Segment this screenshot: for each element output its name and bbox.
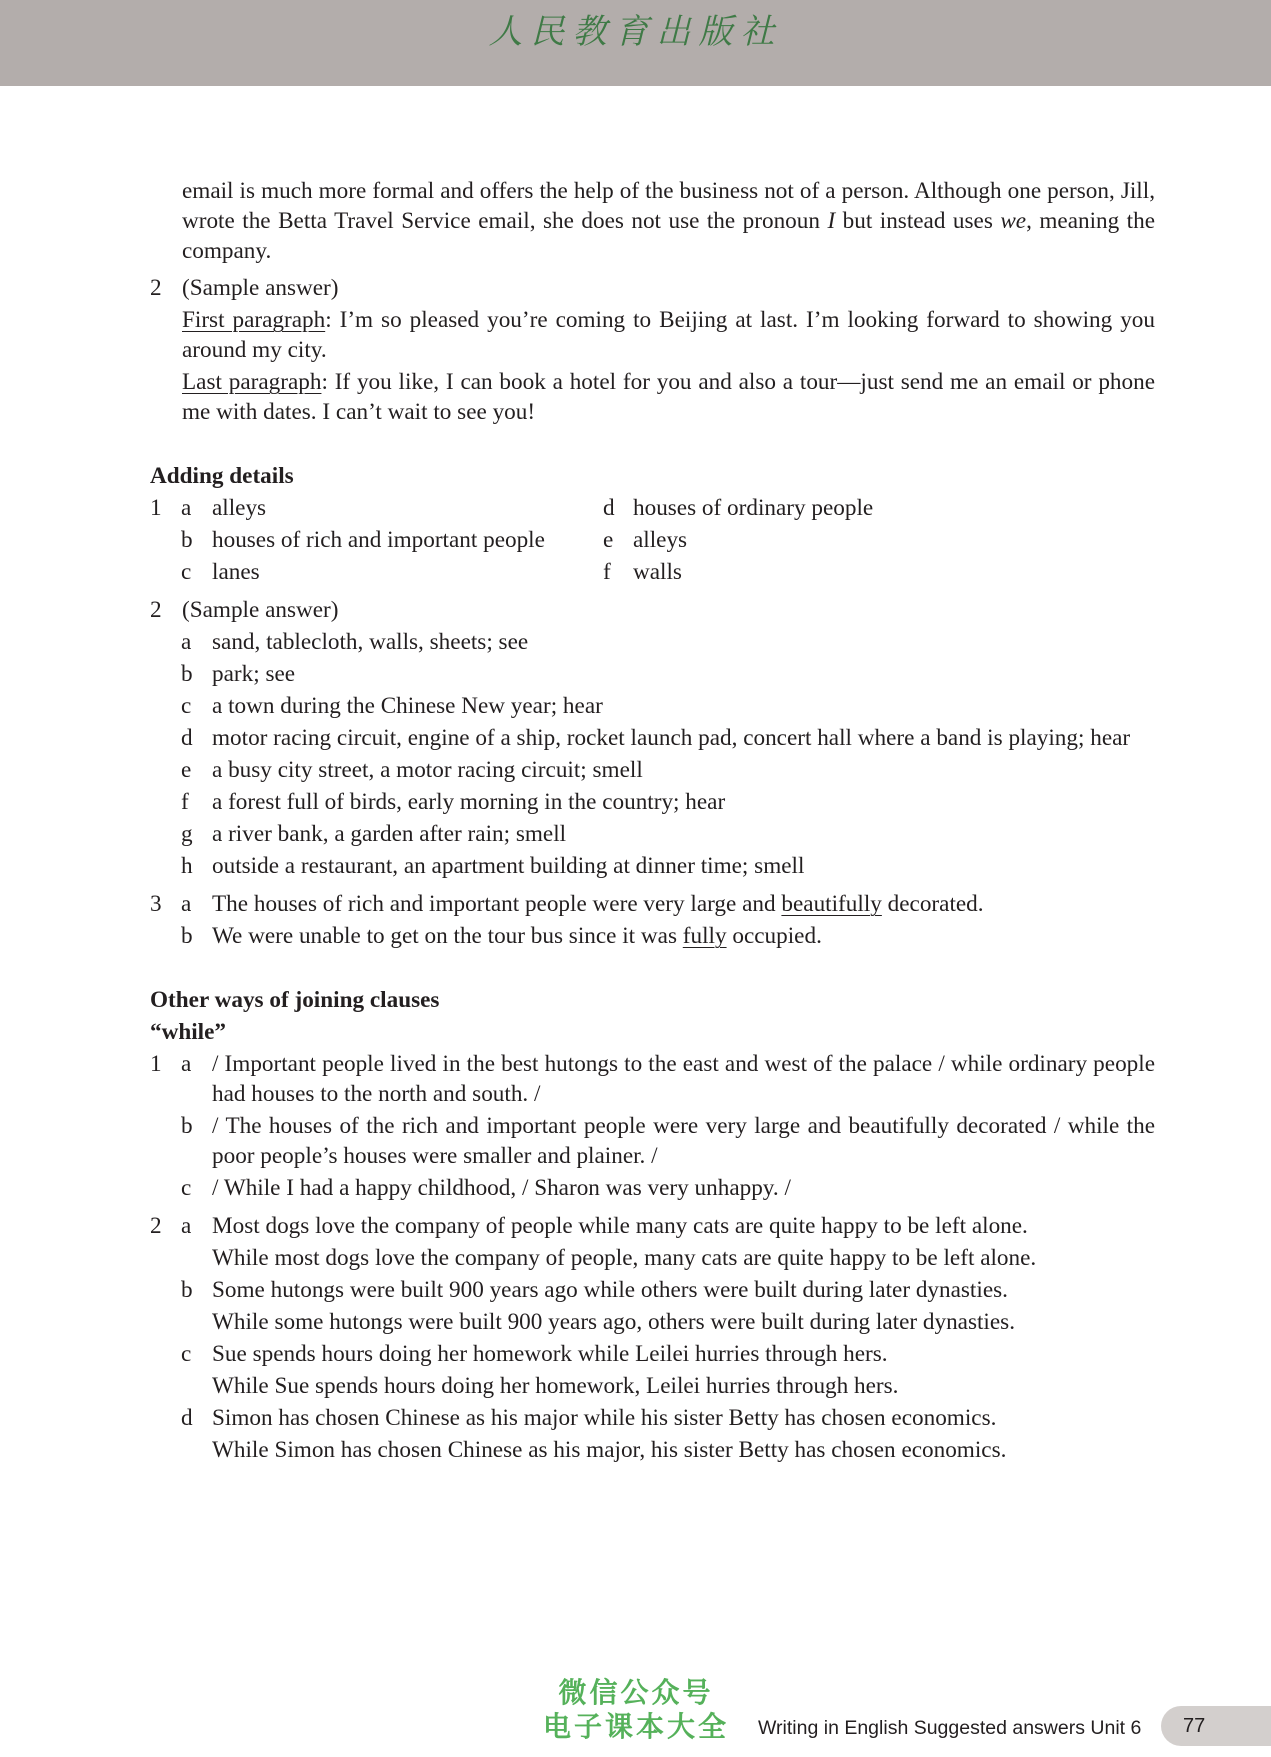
answer-letter: g bbox=[181, 821, 193, 847]
list-item bbox=[150, 1211, 1155, 1273]
list-item bbox=[150, 1403, 1155, 1465]
answer-text-end: occupied. bbox=[726, 923, 822, 949]
watermark bbox=[520, 1676, 752, 1744]
answer-line: Some hutongs were built 900 years ago while others were built during later dynasties. bbox=[212, 1277, 1008, 1303]
question-number: 1 bbox=[150, 495, 162, 521]
section-heading-joining-clauses: Other ways of joining clauses bbox=[150, 987, 440, 1013]
answer-text: a river bank, a garden after rain; smell bbox=[212, 821, 567, 847]
answer-text: sand, tablecloth, walls, sheets; see bbox=[212, 629, 529, 655]
first-paragraph-label: First paragraph bbox=[182, 307, 326, 333]
section-subheading-while: “while” bbox=[150, 1019, 227, 1045]
last-paragraph-text: : If you like, I can book a hotel for you and also a tour—just send me an email or phone me with dates. I can’t wait to see you! bbox=[182, 369, 1155, 425]
answer-letter: b bbox=[181, 1277, 193, 1303]
answer-letter: a bbox=[181, 1051, 192, 1077]
answer-letter: b bbox=[181, 923, 193, 949]
answer-letter: a bbox=[181, 629, 192, 655]
answer-text: lanes bbox=[212, 559, 260, 585]
page-content bbox=[150, 176, 1155, 1465]
list-item bbox=[150, 659, 1155, 689]
sample-answer-label: (Sample answer) bbox=[182, 597, 339, 623]
answer-text: alleys bbox=[212, 495, 267, 521]
answer-text: alleys bbox=[633, 527, 688, 553]
answer-letter: c bbox=[181, 559, 192, 585]
intro-text-mid: but instead uses bbox=[835, 208, 1001, 234]
answer-text-end: decorated. bbox=[881, 891, 984, 917]
answer-text: motor racing circuit, engine of a ship, rocket launch pad, concert hall where a band is playing; hear bbox=[212, 725, 1131, 751]
watermark-line: 微信公众号 bbox=[558, 1676, 714, 1709]
list-item bbox=[150, 627, 1155, 657]
answer-line: While Sue spends hours doing her homework, Leilei hurries through hers. bbox=[212, 1373, 899, 1399]
answer-line: While Simon has chosen Chinese as his major, his sister Betty has chosen economics. bbox=[212, 1437, 1007, 1463]
list-item bbox=[150, 851, 1155, 881]
watermark-line: 电子课本大全 bbox=[542, 1710, 729, 1743]
answer-letter: a bbox=[181, 1213, 192, 1239]
underlined-word: beautifully bbox=[781, 891, 882, 917]
answer-row bbox=[150, 493, 1155, 523]
question-number: 2 bbox=[150, 597, 162, 623]
answer-letter: f bbox=[181, 789, 189, 815]
pronoun-i: I bbox=[827, 208, 836, 234]
list-item bbox=[150, 1111, 1155, 1171]
answer-letter: e bbox=[603, 527, 614, 553]
section-heading-adding-details: Adding details bbox=[150, 463, 294, 489]
adding-details-q3-a bbox=[150, 889, 1155, 919]
last-paragraph-answer bbox=[150, 367, 1155, 427]
list-item bbox=[150, 787, 1155, 817]
answer-line: Simon has chosen Chinese as his major while his sister Betty has chosen economics. bbox=[212, 1405, 997, 1431]
answer-line: While some hutongs were built 900 years ago, others were built during later dynasties. bbox=[212, 1309, 1015, 1335]
answer-text: a town during the Chinese New year; hear bbox=[212, 693, 603, 719]
answer-text: a forest full of birds, early morning in the country; hear bbox=[212, 789, 726, 815]
question-number: 2 bbox=[150, 275, 162, 301]
answer-letter: d bbox=[181, 725, 193, 751]
pronoun-we: we bbox=[1000, 208, 1027, 234]
first-paragraph-answer bbox=[150, 305, 1155, 365]
answer-letter: e bbox=[181, 757, 192, 783]
intro-text: email is much more formal and offers the help of the business not of a person. Although one person, Jill, wrote the Betta Travel Service email, she does not use the pronoun bbox=[182, 178, 1155, 234]
answer-line: Most dogs love the company of people while many cats are quite happy to be left alone. bbox=[212, 1213, 1028, 1239]
publisher-logo: 人民教育出版社 bbox=[488, 12, 783, 52]
underlined-word: fully bbox=[682, 923, 727, 949]
answer-text: The houses of rich and important people were very large and bbox=[212, 891, 782, 917]
answer-letter: b bbox=[181, 661, 193, 687]
answer-letter: a bbox=[181, 891, 192, 917]
answer-text: walls bbox=[633, 559, 682, 585]
question-number: 1 bbox=[150, 1051, 162, 1077]
answer-letter: h bbox=[181, 853, 193, 879]
answer-letter: b bbox=[181, 1113, 193, 1139]
answer-text: park; see bbox=[212, 661, 296, 687]
answer-text: outside a restaurant, an apartment building at dinner time; smell bbox=[212, 853, 805, 879]
adding-details-q1 bbox=[150, 493, 1155, 587]
answer-line: While most dogs love the company of people, many cats are quite happy to be left alone. bbox=[212, 1245, 1037, 1271]
list-item bbox=[150, 691, 1155, 721]
answer-text: We were unable to get on the tour bus since it was bbox=[212, 923, 683, 949]
question-number: 3 bbox=[150, 891, 162, 917]
answer-row bbox=[150, 557, 1155, 587]
answer-row bbox=[150, 525, 1155, 555]
list-item bbox=[150, 755, 1155, 785]
adding-details-q2 bbox=[150, 595, 1155, 625]
answer-text: a busy city street, a motor racing circuit; smell bbox=[212, 757, 643, 783]
intro-paragraph bbox=[150, 176, 1155, 266]
answer-letter: f bbox=[603, 559, 611, 585]
intro-question-2 bbox=[150, 273, 1155, 303]
answer-letter: c bbox=[181, 693, 192, 719]
answer-letter: b bbox=[181, 527, 193, 553]
answer-text: houses of rich and important people bbox=[212, 527, 545, 553]
list-item bbox=[150, 1275, 1155, 1337]
page-number: 77 bbox=[1161, 1706, 1271, 1746]
question-number: 2 bbox=[150, 1213, 162, 1239]
list-item bbox=[150, 723, 1155, 753]
sample-answer-label: (Sample answer) bbox=[182, 275, 339, 301]
answer-line: Sue spends hours doing her homework while Leilei hurries through hers. bbox=[212, 1341, 888, 1367]
list-item bbox=[150, 819, 1155, 849]
last-paragraph-label: Last paragraph bbox=[182, 369, 322, 395]
answer-letter: c bbox=[181, 1341, 192, 1367]
list-item bbox=[150, 1049, 1155, 1109]
answer-text: houses of ordinary people bbox=[633, 495, 874, 521]
answer-text: / The houses of the rich and important people were very large and beautifully decorated / while the poor people’s houses were smaller and plainer. / bbox=[212, 1113, 1155, 1169]
adding-details-q3-b bbox=[150, 921, 1155, 951]
footer-section-title: Writing in English Suggested answers Unit 6 bbox=[758, 1717, 1142, 1739]
page-header bbox=[0, 0, 1271, 86]
list-item bbox=[150, 1173, 1155, 1203]
answer-letter: d bbox=[603, 495, 615, 521]
answer-letter: c bbox=[181, 1175, 192, 1201]
answer-text: / While I had a happy childhood, / Sharon was very unhappy. / bbox=[212, 1175, 791, 1201]
first-paragraph-text: : I’m so pleased you’re coming to Beijing at last. I’m looking forward to showing you around my city. bbox=[182, 307, 1155, 363]
answer-letter: a bbox=[181, 495, 192, 521]
answer-letter: d bbox=[181, 1405, 193, 1431]
answer-text: / Important people lived in the best hutongs to the east and west of the palace / while ordinary people had houses to the north and south. / bbox=[212, 1051, 1155, 1107]
list-item bbox=[150, 1339, 1155, 1401]
intro-text-end: , meaning the company. bbox=[182, 208, 1156, 264]
